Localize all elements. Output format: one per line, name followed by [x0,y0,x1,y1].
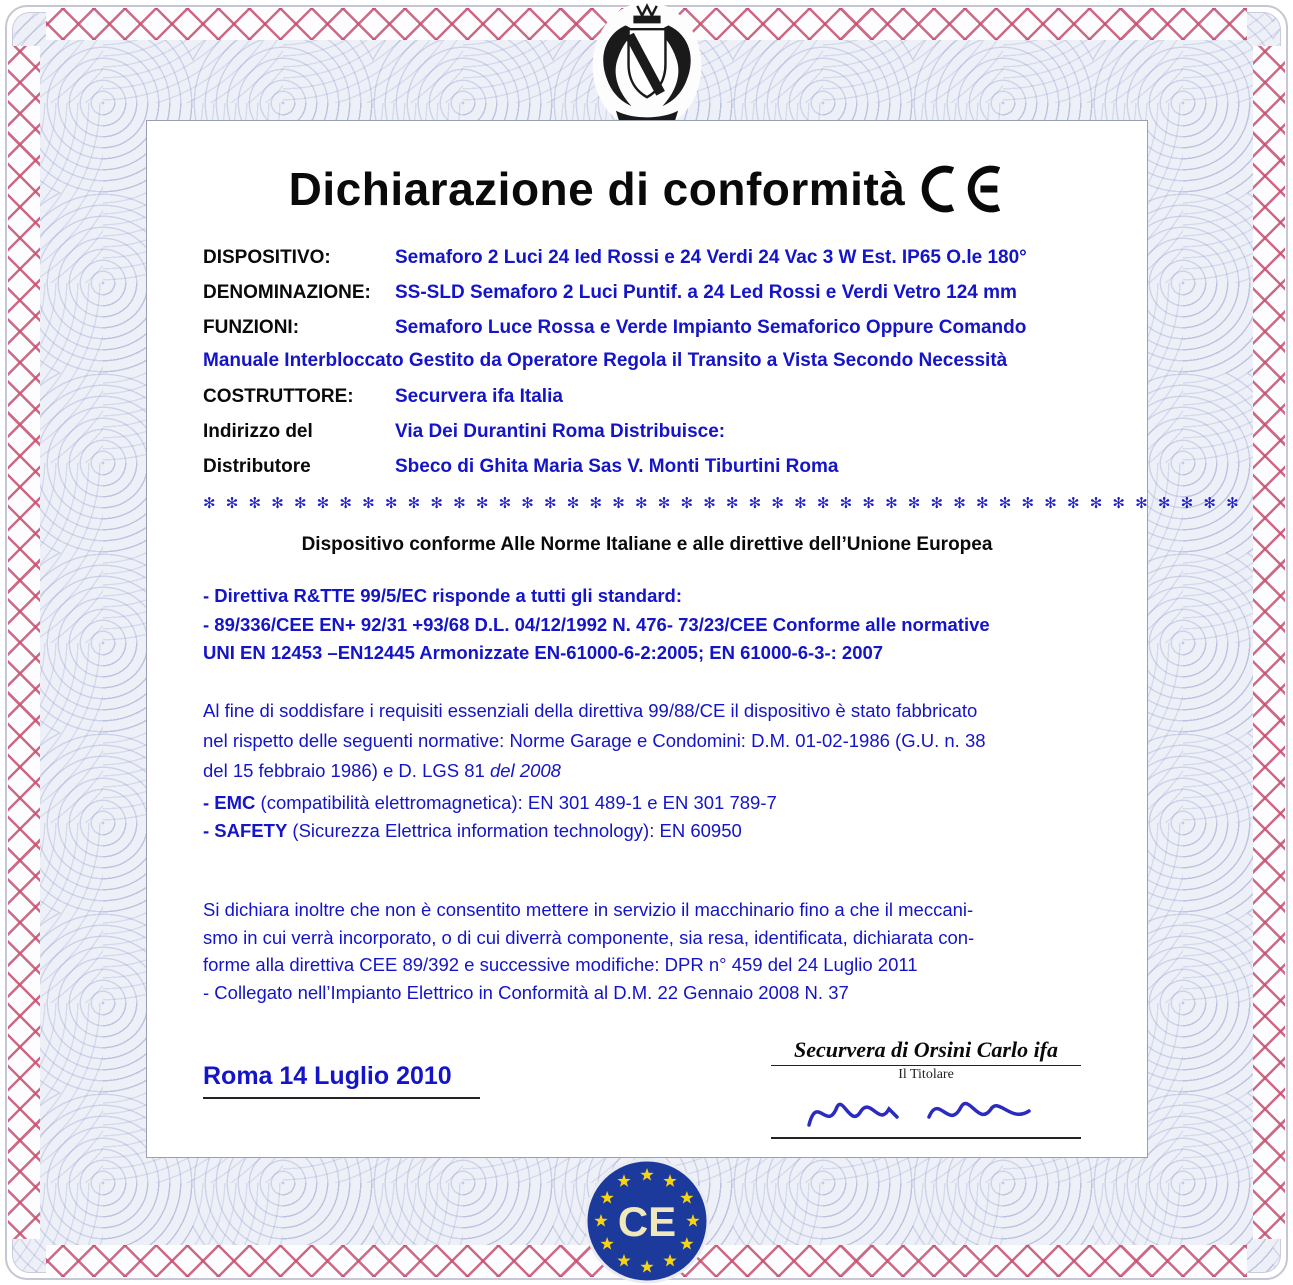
certificate-body [146,120,1242,1158]
field-value: Semaforo 2 Luci 24 led Rossi e 24 Verdi 24 Vac 3 W Est. IP65 O.le 180° [395,247,1027,268]
safety-text: (Sicurezza Elettrica information technology): EN 60950 [287,819,742,841]
field-value: Sbeco di Ghita Maria Sas V. Monti Tiburtini Roma [395,456,839,477]
heraldic-crest-icon [585,2,709,138]
directives-block [203,582,1091,668]
directive-line: - 89/336/CEE EN+ 92/31 +93/68 D.L. 04/12/1992 N. 476- 73/23/CEE Conforme alle normative [203,613,990,635]
eu-badge-ce-text: CE [617,1198,677,1245]
field-distributore [203,456,1091,478]
field-label: DISPOSITIVO: [203,247,331,268]
fabrication-block [203,696,1091,786]
emc-line [203,792,1091,814]
field-costruttore [203,386,1091,408]
field-label: FUNZIONI: [203,317,300,338]
fabrication-line: Al fine di soddisfare i requisiti essenziali della direttiva 99/88/CE il dispositivo è stato fabbricato [203,700,978,722]
signature-role: Il Titolare [898,1067,954,1082]
fabrication-line: nel rispetto delle seguenti normative: Norme Garage e Condomini: D.M. 01-02-1986 (G.U. n. 38 [203,729,986,751]
signature-underline [771,1137,1081,1139]
field-indirizzo [203,421,1091,443]
signature-block [771,1037,1081,1139]
field-value: SS-SLD Semaforo 2 Luci Puntif. a 24 Led Rossi e Verdi Vetro 124 mm [395,282,1017,303]
document-title: Dichiarazione di conformità [288,163,906,215]
emc-text: (compatibilità elettromagnetica): EN 301 489-1 e EN 301 789-7 [255,791,777,813]
field-list [203,247,1091,478]
safety-label: - SAFETY [203,819,288,841]
directive-line: UNI EN 12453 –EN12445 Armonizzate EN-61000-6-2:2005; EN 61000-6-3-: 2007 [203,642,884,664]
diamond-border-left [8,46,40,1239]
field-value: Via Dei Durantini Roma Distribuisce: [395,421,726,442]
fabrication-italic: del 2008 [489,759,561,781]
signature-company: Securvera di Orsini Carlo ifa [771,1037,1081,1066]
conformity-heading: Dispositivo conforme Alle Norme Italiane e alle direttive dell’Unione Europea [301,534,993,555]
emc-label: - EMC [203,791,256,813]
declaration-line: smo in cui verrà incorporato, o di cui diverrà componente, sia resa, identificata, dichiarata con- [203,926,975,948]
field-dispositivo [203,247,1091,269]
eu-flag-ce-badge [583,1157,711,1285]
flower-divider: ✻ ✻ ✻ ✻ ✻ ✻ ✻ ✻ ✻ ✻ ✻ ✻ ✻ ✻ ✻ ✻ ✻ ✻ ✻ ✻ ✻ ✻ ✻ ✻ ✻ ✻ ✻ ✻ ✻ ✻ ✻ ✻ ✻ ✻ ✻ ✻ ✻ ✻ ✻ ✻ ✻ ✻ ✻ ✻ ✻ ✻ [203,495,1242,512]
declaration-line: forme alla direttiva CEE 89/392 e successive modifiche: DPR n° 459 del 24 Luglio 2011 [203,954,918,976]
field-funzioni-continued: Manuale Interbloccato Gestito da Operatore Regola il Transito a Vista Secondo Necessità [203,350,1008,371]
field-label: Indirizzo del [203,421,313,442]
declaration-line: - Collegato nell’Impianto Elettrico in Conformità al D.M. 22 Gennaio 2008 N. 37 [203,982,849,1004]
diamond-border-right [1253,46,1285,1239]
directive-line: - Direttiva R&TTE 99/5/EC risponde a tutti gli standard: [203,585,683,606]
field-funzioni [203,317,1091,339]
field-label: COSTRUTTORE: [203,386,354,407]
handwritten-signature [801,1085,1051,1143]
safety-line [203,820,1091,842]
field-value: Semaforo Luce Rossa e Verde Impianto Semaforico Oppure Comando [395,317,1027,338]
field-label: DENOMINAZIONE: [203,282,371,303]
field-denominazione [203,282,1091,304]
declaration-block [203,896,1091,1007]
ce-mark-logo [919,161,1005,217]
date-place: Roma 14 Luglio 2010 [203,1062,480,1099]
field-label: Distributore [203,456,311,477]
declaration-line: Si dichiara inoltre che non è consentito mettere in servizio il macchinario fino a che il meccani- [203,898,974,920]
title-row [203,161,1091,217]
field-value: Securvera ifa Italia [395,386,563,407]
fabrication-line: del 15 febbraio 1986) e D. LGS 81 del 2008 [203,759,561,781]
